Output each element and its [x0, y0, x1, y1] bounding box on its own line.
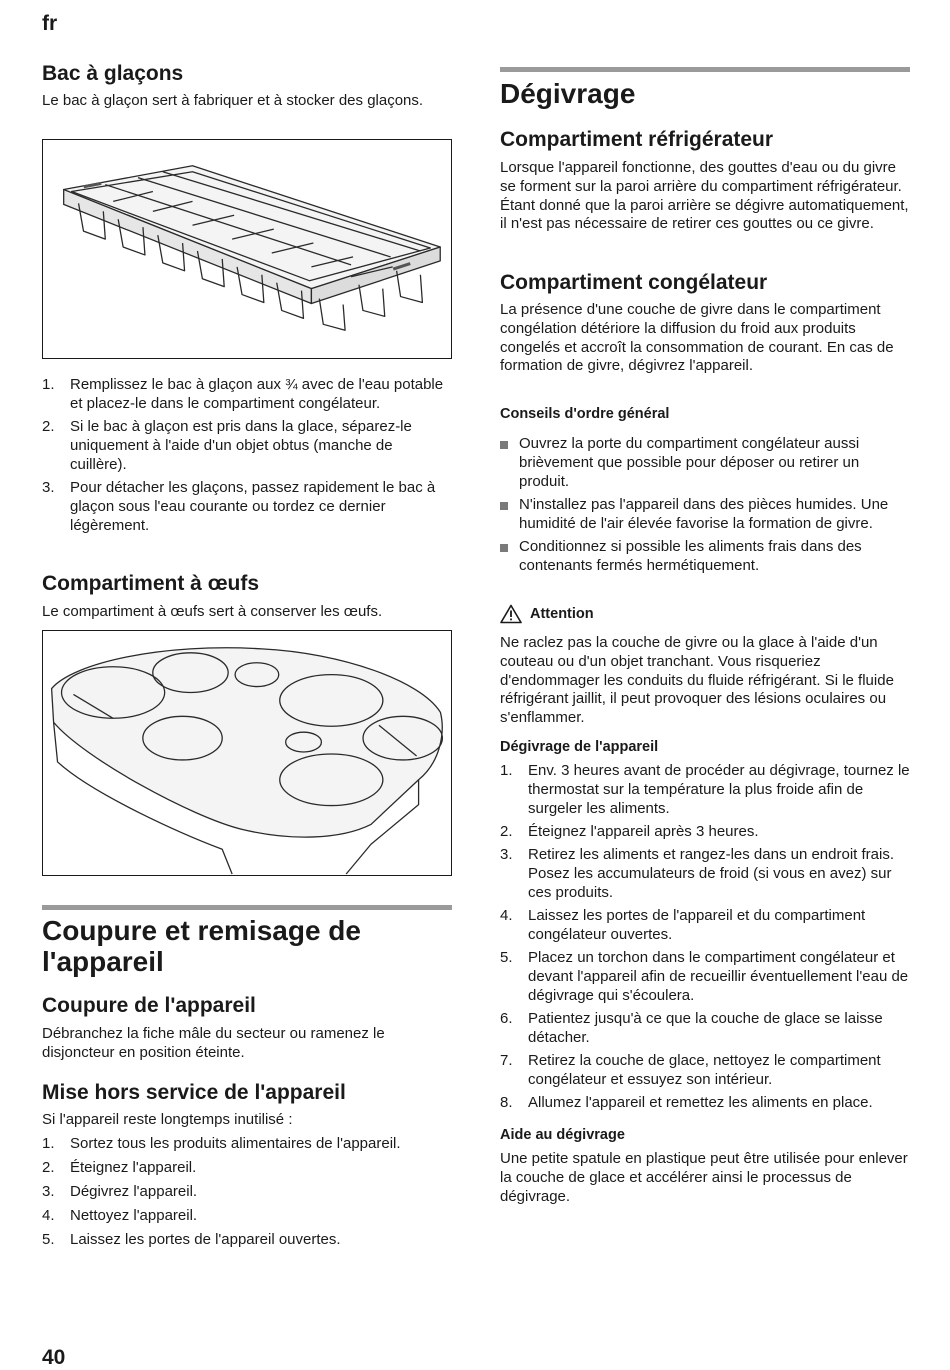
attention-heading: [500, 604, 910, 624]
language-label: fr: [42, 12, 58, 35]
step-number: 5.: [500, 949, 513, 967]
list-item: [42, 1159, 452, 1178]
step-text: Pour détacher les glaçons, passez rapidement le bac à glaçon sous l'eau courante ou tordez ce dernier légèrement.: [70, 478, 436, 534]
freezer-compartment-heading: Compartiment congélateur: [500, 271, 768, 294]
section-divider: [42, 905, 452, 910]
step-number: 2.: [500, 822, 513, 840]
defrost-appliance-heading: Dégivrage de l'appareil: [500, 739, 659, 755]
egg-tray-figure: [42, 630, 452, 876]
storage-intro: Si l'appareil reste longtemps inutilisé :: [42, 1111, 293, 1128]
defrost-aid-text: Une petite spatule en plastique peut être utilisée pour enlever la couche de glace et accélérer ainsi le processus de dégivrage.: [500, 1150, 908, 1205]
freezer-compartment-text: La présence d'une couche de givre dans le compartiment congélation détériore la diffusion du froid aux produits congelés et accroît la consommation de courant. En cas de formation de givre, dégivrez l'appareil.: [500, 301, 894, 375]
step-number: 5.: [42, 1230, 55, 1248]
tip-text: Ouvrez la porte du compartiment congélateur aussi brièvement que possible pour déposer ou retirer un produit.: [519, 435, 860, 490]
step-number: 3.: [42, 1182, 55, 1200]
egg-compartment-heading: Compartiment à œufs: [42, 572, 260, 595]
general-tips-heading: Conseils d'ordre général: [500, 406, 670, 422]
switch-off-text: Débranchez la fiche mâle du secteur ou ramenez le disjoncteur en position éteinte.: [42, 1025, 385, 1061]
list-item: [42, 479, 452, 535]
step-number: 4.: [42, 1206, 55, 1224]
storage-steps: [42, 1135, 452, 1255]
list-item: [42, 376, 452, 414]
list-item: [500, 823, 910, 842]
defrost-chapter-title: Dégivrage: [500, 78, 636, 109]
section-divider: [500, 67, 910, 72]
step-text: Éteignez l'appareil.: [70, 1158, 197, 1176]
step-text: Laissez les portes de l'appareil et du compartiment congélateur ouvertes.: [528, 907, 866, 943]
list-item: [500, 762, 910, 818]
step-number: 3.: [42, 478, 55, 496]
step-text: Remplissez le bac à glaçon aux ¾ avec de l'eau potable et placez-le dans le compartiment congélateur.: [70, 376, 444, 412]
step-number: 2.: [42, 418, 55, 436]
step-number: 1.: [42, 376, 55, 393]
list-item: [500, 435, 910, 491]
step-number: 8.: [500, 1094, 513, 1112]
step-text: Env. 3 heures avant de procéder au dégivrage, tournez le thermostat sur la température la plus froide afin de surgeler les aliments.: [528, 762, 910, 817]
step-text: Laissez les portes de l'appareil ouvertes.: [70, 1230, 341, 1248]
step-text: Allumez l'appareil et remettez les aliments en place.: [528, 1094, 873, 1112]
switch-off-heading: Coupure de l'appareil: [42, 994, 256, 1017]
list-item: [42, 418, 452, 474]
ice-tray-figure: [42, 139, 452, 359]
shutdown-chapter-title: Coupure et remisage de l'appareil: [42, 915, 361, 977]
general-tips-list: [500, 435, 910, 580]
egg-tray-illustration: [43, 631, 451, 875]
list-item: [500, 846, 910, 902]
tip-text: Conditionnez si possible les aliments frais dans des contenants fermés hermétiquement.: [519, 537, 862, 574]
ice-tray-illustration: [43, 140, 451, 358]
ice-tray-heading: Bac à glaçons: [42, 62, 184, 85]
step-number: 6.: [500, 1010, 513, 1028]
step-number: 7.: [500, 1052, 513, 1070]
attention-text: Ne raclez pas la couche de givre ou la glace à l'aide d'un couteau ou d'un objet tranchant. Vous risqueriez d'endommager les conduits du fluide réfrigérant. Si le fluide réfrigérant jaillit, il peut provoquer des lésions oculaires ou s'enflammer.: [500, 634, 894, 727]
defrost-aid-heading: Aide au dégivrage: [500, 1127, 625, 1143]
list-item: [42, 1231, 452, 1250]
bullet-square-icon: [500, 441, 508, 449]
list-item: [42, 1207, 452, 1226]
fridge-compartment-heading: Compartiment réfrigérateur: [500, 128, 774, 151]
warning-triangle-icon: [500, 604, 522, 624]
egg-compartment-intro: Le compartiment à œufs sert à conserver les œufs.: [42, 603, 383, 620]
list-item: [500, 1052, 910, 1090]
list-item: [500, 907, 910, 945]
bullet-square-icon: [500, 502, 508, 510]
list-item: [42, 1183, 452, 1202]
step-text: Éteignez l'appareil après 3 heures.: [528, 822, 759, 840]
attention-label: Attention: [530, 606, 594, 622]
step-number: 1.: [42, 1135, 55, 1152]
step-number: 3.: [500, 846, 513, 864]
list-item: [42, 1135, 452, 1154]
ice-tray-steps: [42, 376, 452, 540]
step-text: Retirez la couche de glace, nettoyez le compartiment congélateur et essuyez son intérieur.: [528, 1052, 881, 1088]
step-text: Si le bac à glaçon est pris dans la glace, séparez-le uniquement à l'aide d'un objet obtus (manche de cuillère).: [70, 418, 412, 473]
fridge-compartment-text: Lorsque l'appareil fonctionne, des gouttes d'eau ou du givre se forment sur la paroi arrière du compartiment réfrigérateur. Étant donné que la paroi arrière se dégivre automatiquement, il n'est pas nécessaire de retirer ces gouttes ou ce givre.: [500, 159, 909, 233]
step-number: 1.: [500, 762, 513, 779]
list-item: [500, 949, 910, 1005]
list-item: [500, 538, 910, 576]
ice-tray-intro: Le bac à glaçon sert à fabriquer et à stocker des glaçons.: [42, 92, 424, 109]
list-item: [500, 496, 910, 534]
step-text: Nettoyez l'appareil.: [70, 1206, 198, 1224]
list-item: [500, 1094, 910, 1113]
step-text: Dégivrez l'appareil.: [70, 1182, 198, 1200]
bullet-square-icon: [500, 544, 508, 552]
step-text: Sortez tous les produits alimentaires de l'appareil.: [70, 1135, 401, 1152]
step-number: 2.: [42, 1158, 55, 1176]
step-text: Patientez jusqu'à ce que la couche de glace se laisse détacher.: [528, 1010, 883, 1046]
tip-text: N'installez pas l'appareil dans des pièces humides. Une humidité de l'air élevée favorise la formation de givre.: [519, 495, 889, 532]
step-text: Placez un torchon dans le compartiment congélateur et devant l'appareil afin de recueillir éventuellement l'eau de dégivrage qui s'écoulera.: [528, 949, 909, 1004]
list-item: [500, 1010, 910, 1048]
step-number: 4.: [500, 907, 513, 925]
page-number: 40: [42, 1346, 66, 1369]
storage-heading: Mise hors service de l'appareil: [42, 1081, 346, 1104]
step-text: Retirez les aliments et rangez-les dans un endroit frais. Posez les accumulateurs de froid (si vous en avez) sur ces produits.: [528, 846, 895, 901]
defrost-steps: [500, 762, 910, 1118]
